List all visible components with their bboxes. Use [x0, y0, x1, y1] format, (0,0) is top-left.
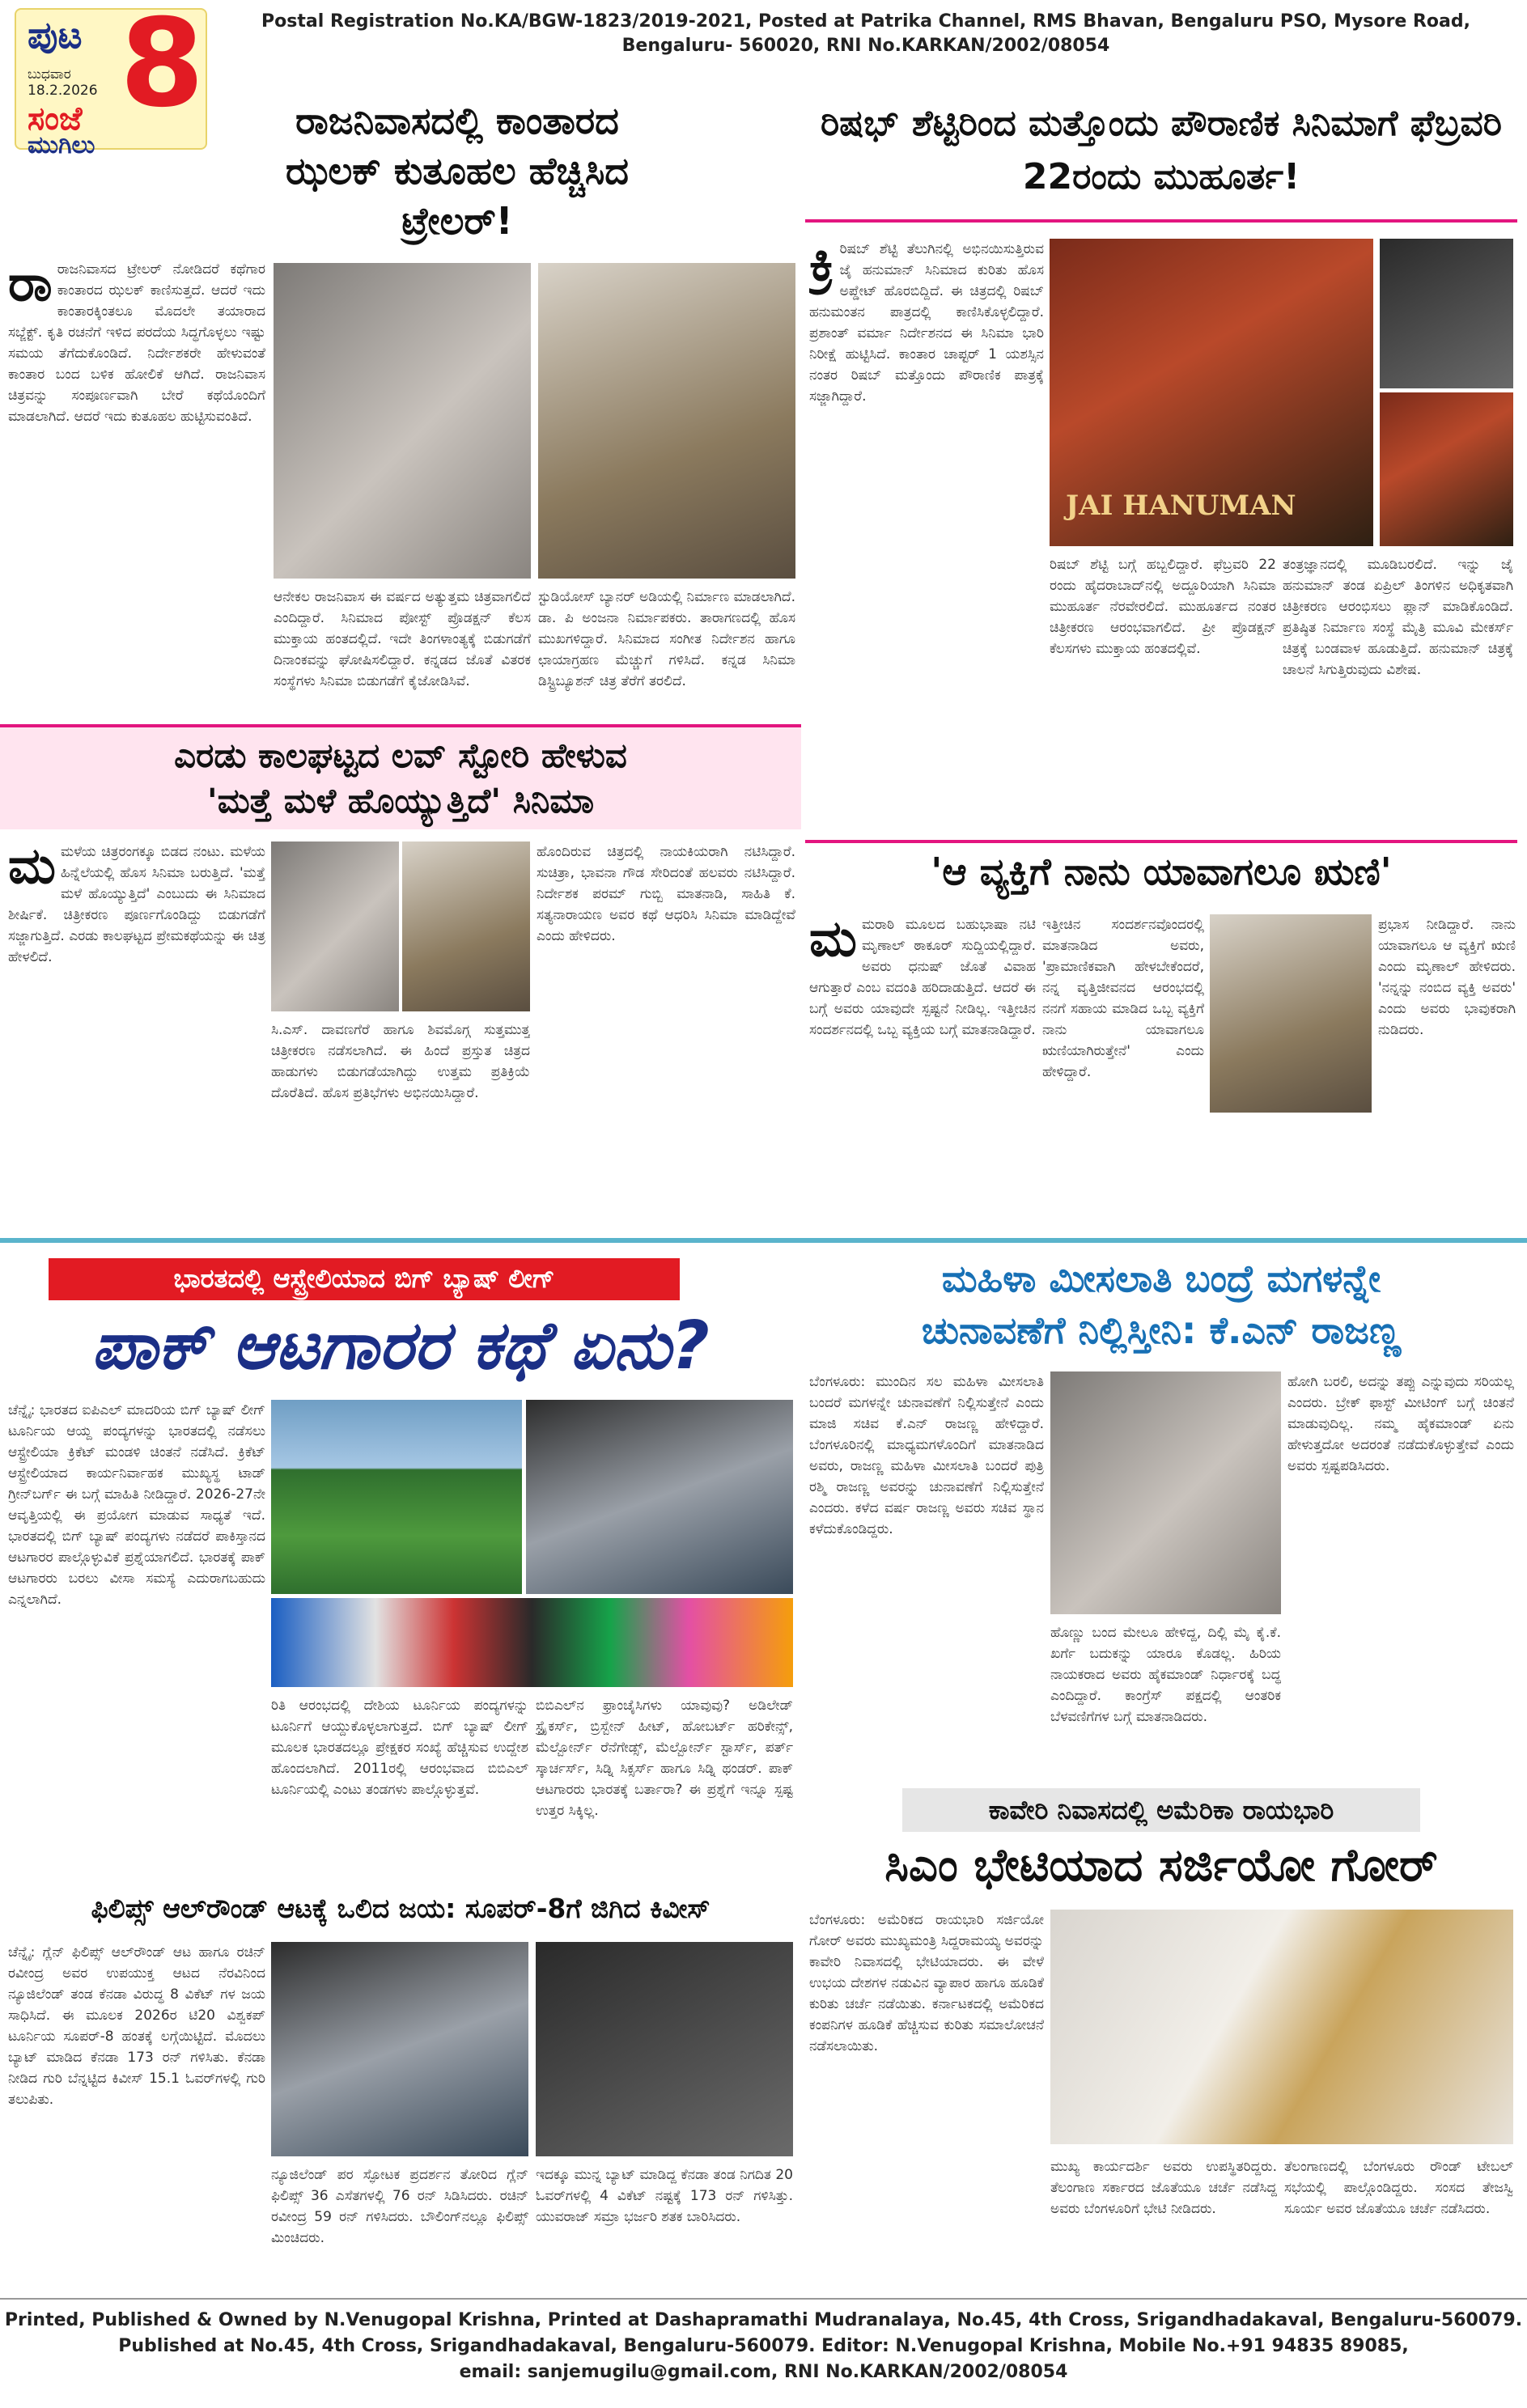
- matte-male-headline-1: ಎರಡು ಕಾಲಘಟ್ಟದ ಲವ್ ಸ್ಟೋರಿ ಹೇಳುವ: [174, 736, 627, 775]
- dropcap: ರಾ: [8, 259, 53, 312]
- mrunal-col-1: [809, 914, 1036, 1226]
- mrunal-col-2: ಇತ್ತೀಚಿನ ಸಂದರ್ಶನವೊಂದರಲ್ಲಿ ಮಾತನಾಡಿದ ಅವರು, 'ಪ್ರಾಮಾಣಿಕವಾಗಿ ಹೇಳಬೇಕೆಂದರೆ, ನನ್ನ ವೃತ್ತಿಜೀವನದ ಆರಂಭದಲ್ಲಿ ನನಗೆ ಸಹಾಯ ಮಾಡಿದ ಒಬ್ಬ ವ್ಯಕ್ತಿಗೆ ನಾನು ಯಾವಾಗಲೂ ಋಣಿಯಾಗಿರುತ್ತೇನೆ' ಎಂದು ಹೇಳಿದ್ದಾರೆ.: [1042, 917, 1204, 1080]
- rishab-headline-band: [805, 81, 1517, 223]
- postal-line-1: Postal Registration No.KA/BGW-1823/2019-2021, Posted at Patrika Channel, RMS Bhavan, Bengaluru PSO, Mysore Road,: [261, 11, 1470, 32]
- article-phillips: [0, 1889, 801, 2294]
- bbl-headline: ಪಾಕ್ ಆಟಗಾರರ ಕಥೆ ಏನು?: [91, 1308, 710, 1384]
- kantara-photo-actor: [274, 263, 531, 579]
- matte-male-headline-band: [0, 724, 801, 829]
- rajanna-headline-1: ಮಹಿಳಾ ಮೀಸಲಾತಿ ಬಂದ್ರೆ ಮಗಳನ್ನೇ: [941, 1257, 1381, 1300]
- rishab-photo-1: [1380, 239, 1513, 388]
- kantara-col-2: ಆನೇಕಲ ರಾಜನಿವಾಸ ಈ ವರ್ಷದ ಅತ್ಯುತ್ತಮ ಚಿತ್ರವಾಗಲಿದೆ ಎಂದಿದ್ದಾರೆ. ಸಿನಿಮಾದ ಪೋಸ್ಟ್ ಪ್ರೊಡಕ್ಷನ್ ಕೆಲಸ ಮುಕ್ತಾಯ ಹಂತದಲ್ಲಿದೆ. ಇದೇ ತಿಂಗಳಾಂತ್ಯಕ್ಕೆ ಬಿಡುಗಡೆಗೆ ದಿನಾಂಕವನ್ನು ಘೋಷಿಸಲಿದ್ದಾರೆ. ಕನ್ನಡದ ಜೊತೆ ವಿತರಕ ಸಂಸ್ಥೆಗಳು ಸಿನಿಮಾ ಬಿಡುಗಡೆಗೆ ಕೈಜೋಡಿಸಿವೆ.: [274, 589, 531, 689]
- bbl-team-strip: [271, 1598, 793, 1687]
- article-kantara: [0, 81, 801, 720]
- kantara-text-1: ರಾಜನಿವಾಸದ ಟ್ರೇಲರ್ ನೋಡಿದರೆ ಕಥೆಗಾರ ಕಾಂತಾರದ ಝಲಕ್ ಕಾಣಿಸುತ್ತದೆ. ಆದರೆ ಇದು ಕಾಂತಾರಕ್ಕಿಂತಲೂ ಮೊದಲೇ ತಯಾರಾದ ಸಬ್ಜೆಕ್ಟ್. ಕೃತಿ ರಚನೆಗೆ ಇಳಿದ ಪರದೆಯ ಸಿದ್ಧಗೊಳ್ಳಲು ಇಷ್ಟು ಸಮಯ ತೆಗೆದುಕೊಂಡಿದೆ. ನಿರ್ದೇಶಕರೇ ಹೇಳುವಂತೆ ಕಾಂತಾರ ಬಂದ ಬಳಿಕ ಹೋಲಿಕೆ ಆಗಿದೆ. ರಾಜನಿವಾಸ ಚಿತ್ರವನ್ನು ಸಂಪೂರ್ಣವಾಗಿ ಬೇರೆ ಕಥೆಯೊಂದಿಗೆ ಮಾಡಲಾಗಿದೆ. ಆದರೆ ಇದು ಕುತೂಹಲ ಹುಟ್ಟಿಸುವಂತಿದೆ.: [8, 261, 265, 425]
- mrunal-photo: [1210, 914, 1372, 1113]
- rajanna-col-1: ಬೆಂಗಳೂರು: ಮುಂದಿನ ಸಲ ಮಹಿಳಾ ಮೀಸಲಾತಿ ಬಂದರೆ ಮಗಳನ್ನೇ ಚುನಾವಣೆಗೆ ನಿಲ್ಲಿಸುತ್ತೇನೆ ಎಂದು ಮಾಜಿ ಸಚಿವ ಕೆ.ಎನ್ ರಾಜಣ್ಣ ಹೇಳಿದ್ದಾರೆ. ಬೆಂಗಳೂರಿನಲ್ಲಿ ಮಾಧ್ಯಮಗಳೊಂದಿಗೆ ಮಾತನಾಡಿದ ಅವರು, ರಾಜಣ್ಣ ಮಹಿಳಾ ಮೀಸಲಾತಿ ಬಂದರೆ ಪುತ್ರಿ ರಶ್ಮಿ ರಾಜಣ್ಣ ಅವರನ್ನು ಚುನಾವಣೆಗೆ ನಿಲ್ಲಿಸುತ್ತೇನೆ ಎಂದರು. ಕಳೆದ ವರ್ಷ ರಾಜಣ್ಣ ಅವರು ಸಚಿವ ಸ್ಥಾನ ಕಳೆದುಕೊಂಡಿದ್ದರು.: [809, 1374, 1044, 1537]
- kantara-photo-police: [538, 263, 795, 579]
- rishab-col-1: [809, 239, 1044, 789]
- article-gor: [805, 1788, 1517, 2294]
- gor-headline: ಸಿಎಂ ಭೇಟಿಯಾದ ಸರ್ಜಿಯೋ ಗೋರ್: [884, 1839, 1438, 1892]
- matte-male-cast-photo-2: [402, 842, 530, 1011]
- phillips-col-2: ನ್ಯೂಜಿಲೆಂಡ್ ಪರ ಸ್ಫೋಟಕ ಪ್ರದರ್ಶನ ತೋರಿದ ಗ್ಲೆನ್ ಫಿಲಿಪ್ಸ್ 36 ಎಸೆತಗಳಲ್ಲಿ 76 ರನ್ ಸಿಡಿಸಿದರು. ರಚಿನ್ ರವೀಂದ್ರ 59 ರನ್ ಗಳಿಸಿದರು. ಬೌಲಿಂಗ್‌ನಲ್ಲೂ ಫಿಲಿಪ್ಸ್ ಮಿಂಚಿದರು.: [271, 2167, 528, 2246]
- article-bbl: [0, 1250, 801, 1881]
- bbl-kicker-band: [49, 1258, 680, 1300]
- bbl-player-photo: [526, 1400, 793, 1594]
- section-divider: [0, 1238, 1527, 1243]
- matte-male-text-1: ಮಳೆಯ ಚಿತ್ರರಂಗಕ್ಕೂ ಬಿಡದ ನಂಟು. ಮಳೆಯ ಹಿನ್ನೆಲೆಯಲ್ಲಿ ಹೊಸ ಸಿನಿಮಾ ಬರುತ್ತಿದೆ. 'ಮತ್ತೆ ಮಳೆ ಹೊಯ್ಯುತ್ತಿದೆ' ಎಂಬುದು ಈ ಸಿನಿಮಾದ ಶೀರ್ಷಿಕೆ. ಚಿತ್ರೀಕರಣ ಪೂರ್ಣಗೊಂಡಿದ್ದು ಬಿಡುಗಡೆಗೆ ಸಜ್ಜಾಗುತ್ತಿದೆ. ಎರಡು ಕಾಲಘಟ್ಟದ ಪ್ರೇಮಕಥೆಯನ್ನು ಈ ಚಿತ್ರ ಹೇಳಲಿದೆ.: [8, 844, 265, 965]
- kantara-col-3: ಸ್ಟುಡಿಯೋಸ್ ಬ್ಯಾನರ್ ಅಡಿಯಲ್ಲಿ ನಿರ್ಮಾಣ ಮಾಡಲಾಗಿದೆ. ಡಾ. ಪಿ ಅಂಜನಾ ನಿರ್ಮಾಪಕರು. ತಾರಾಗಣದಲ್ಲಿ ಹೊಸ ಮುಖಗಳಿದ್ದಾರೆ. ಸಿನಿಮಾದ ಸಂಗೀತ ನಿರ್ದೇಶನ ಹಾಗೂ ಛಾಯಾಗ್ರಹಣ ಮೆಚ್ಚುಗೆ ಗಳಿಸಿದೆ. ಕನ್ನಡ ಸಿನಿಮಾ ಡಿಸ್ಟ್ರಿಬ್ಯೂಶನ್ ಚಿತ್ರ ತೆರೆಗೆ ತರಲಿದೆ.: [538, 589, 795, 689]
- article-rishab: [805, 231, 1517, 797]
- bbl-col-2: ರಿತಿ ಆರಂಭದಲ್ಲಿ ದೇಶಿಯ ಟೂರ್ನಿಯ ಪಂದ್ಯಗಳನ್ನು ಟೂರ್ನಿಗೆ ಆಯ್ದುಕೊಳ್ಳಲಾಗುತ್ತದೆ. ಬಿಗ್ ಬ್ಯಾಷ್ ಲೀಗ್ ಮೂಲಕ ಭಾರತದಲ್ಲೂ ಪ್ರೇಕ್ಷಕರ ಸಂಖ್ಯೆ ಹೆಚ್ಚಿಸುವ ಉದ್ದೇಶ ಹೊಂದಲಾಗಿದೆ. 2011ರಲ್ಲಿ ಆರಂಭವಾದ ಬಿಬಿಎಲ್ ಟೂರ್ನಿಯಲ್ಲಿ ಎಂಟು ತಂಡಗಳು ಪಾಲ್ಗೊಳ್ಳುತ್ತವೆ.: [271, 1698, 528, 1798]
- gor-col-2: ಮುಖ್ಯ ಕಾರ್ಯದರ್ಶಿ ಅವರು ಉಪಸ್ಥಿತರಿದ್ದರು. ತೆಲಂಗಾಣ ಸರ್ಕಾರದ ಜೊತೆಯೂ ಚರ್ಚೆ ನಡೆಸಿದ್ದ ಅವರು ಬೆಂಗಳೂರಿಗೆ ಭೇಟಿ ನೀಡಿದರು.: [1050, 2159, 1277, 2217]
- matte-male-col-3: ಹೊಂದಿರುವ ಚಿತ್ರದಲ್ಲಿ ನಾಯಕಿಯರಾಗಿ ನಟಿಸಿದ್ದಾರೆ. ಸುಚಿತ್ರಾ, ಭಾವನಾ ಗೌಡ ಸೇರಿದಂತೆ ಹಲವರು ನಟಿಸಿದ್ದಾರೆ. ನಿರ್ದೇಶಕ ಪರಮ್ ಗುಬ್ಬಿ ಮಾತನಾಡಿ, ಸಾಹಿತಿ ಕೆ. ಸತ್ಯನಾರಾಯಣ ಅವರ ಕಥೆ ಆಧರಿಸಿ ಸಿನಿಮಾ ಮಾಡಿದ್ದೇವೆ ಎಂದು ಹೇಳಿದರು.: [537, 844, 795, 944]
- gor-kicker-band: [902, 1788, 1420, 1832]
- poster-title: JAI HANUMAN: [1066, 490, 1296, 522]
- footer-line-2: Published at No.45, 4th Cross, Srigandhadakaval, Bengaluru-560079. Editor: N.Venugopal Krishna, Mobile No.+91 94835 89085,: [118, 2336, 1409, 2356]
- rajanna-headline-2: ಚುನಾವಣೆಗೆ ನಿಲ್ಲಿಸ್ತೀನಿ: ಕೆ.ಎನ್ ರಾಜಣ್ಣ: [921, 1308, 1402, 1352]
- gor-cm-photo: [1050, 1910, 1513, 2144]
- phillips-photo-1: [271, 1942, 528, 2156]
- bbl-kicker: ಭಾರತದಲ್ಲಿ ಆಸ್ಟ್ರೇಲಿಯಾದ ಬಿಗ್ ಬ್ಯಾಷ್ ಲೀಗ್: [173, 1263, 555, 1294]
- bbl-col-3: ಬಿಬಿಎಲ್‌ನ ಫ್ರಾಂಚೈಸಿಗಳು ಯಾವುವು? ಅಡಿಲೇಡ್ ಸ್ಟ್ರೈಕರ್ಸ್, ಬ್ರಿಸ್ಬೇನ್ ಹೀಟ್, ಹೋಬರ್ಟ್ ಹರಿಕೇನ್ಸ್, ಮೆಲ್ಬೋರ್ನ್ ರೆನೆಗೇಡ್ಸ್, ಮೆಲ್ಬೋರ್ನ್ ಸ್ಟಾರ್ಸ್, ಪರ್ತ್ ಸ್ಕಾರ್ಚರ್ಸ್, ಸಿಡ್ನಿ ಸಿಕ್ಸರ್ಸ್ ಹಾಗೂ ಸಿಡ್ನಿ ಥಂಡರ್. ಪಾಕ್ ಆಟಗಾರರು ಭಾರತಕ್ಕೆ ಬರ್ತಾರಾ? ಈ ಪ್ರಶ್ನೆಗೆ ಇನ್ನೂ ಸ್ಪಷ್ಟ ಉತ್ತರ ಸಿಕ್ಕಿಲ್ಲ.: [536, 1698, 793, 1819]
- weekday: ಬುಧವಾರ: [28, 66, 71, 83]
- kantara-headline: ರಾಜನಿವಾಸದಲ್ಲಿ ಕಾಂತಾರದ ಝಲಕ್ ಕುತೂಹಲ ಹೆಚ್ಚಿಸಿದ ಟ್ರೇಲರ್!: [285, 99, 630, 243]
- article-rajanna: [805, 1250, 1517, 1784]
- postal-line-2: Bengaluru- 560020, RNI No.KARKAN/2002/08054: [621, 36, 1110, 56]
- imprint-footer: [0, 2298, 1527, 2408]
- gor-col-3: ತೆಲಂಗಾಣದಲ್ಲಿ ಬೆಂಗಳೂರು ರೌಂಡ್ ಟೇಬಲ್ ಸಭೆಯಲ್ಲಿ ಪಾಲ್ಗೊಂಡಿದ್ದರು. ಸಂಸದ ತೇಜಸ್ವಿ ಸೂರ್ಯ ಅವರ ಜೊತೆಯೂ ಚರ್ಚೆ ನಡೆಸಿದರು.: [1284, 2159, 1513, 2217]
- gor-col-1: ಬೆಂಗಳೂರು: ಅಮೆರಿಕದ ರಾಯಭಾರಿ ಸರ್ಜಿಯೋ ಗೋರ್ ಅವರು ಮುಖ್ಯಮಂತ್ರಿ ಸಿದ್ದರಾಮಯ್ಯ ಅವರನ್ನು ಕಾವೇರಿ ನಿವಾಸದಲ್ಲಿ ಭೇಟಿಯಾದರು. ಈ ವೇಳೆ ಉಭಯ ದೇಶಗಳ ನಡುವಿನ ವ್ಯಾಪಾರ ಹಾಗೂ ಹೂಡಿಕೆ ಕುರಿತು ಚರ್ಚೆ ನಡೆಯಿತು. ಕರ್ನಾಟಕದಲ್ಲಿ ಅಮೆರಿಕದ ಕಂಪನಿಗಳ ಹೂಡಿಕೆ ಹೆಚ್ಚಿಸುವ ಕುರಿತು ಸಮಾಲೋಚನೆ ನಡೆಸಲಾಯಿತು.: [809, 1912, 1044, 2054]
- footer-line-3: email: sanjemugilu@gmail.com, RNI No.KARKAN/2002/08054: [459, 2362, 1068, 2382]
- issue-date: 18.2.2026: [28, 83, 98, 99]
- matte-male-col-1: [8, 842, 265, 1222]
- phillips-col-1: ಚೆನ್ನೈ: ಗ್ಲೆನ್ ಫಿಲಿಪ್ಸ್ ಆಲ್‌ರೌಂಡ್ ಆಟ ಹಾಗೂ ರಚಿನ್ ರವೀಂದ್ರ ಅವರ ಉಪಯುಕ್ತ ಆಟದ ನೆರವಿನಿಂದ ನ್ಯೂಜಿಲೆಂಡ್ ತಂಡ ಕೆನಡಾ ವಿರುದ್ಧ 8 ವಿಕೆಟ್ ಗಳ ಜಯ ಸಾಧಿಸಿದೆ. ಈ ಮೂಲಕ 2026ರ ಟಿ20 ವಿಶ್ವಕಪ್ ಟೂರ್ನಿಯ ಸೂಪರ್-8 ಹಂತಕ್ಕೆ ಲಗ್ಗೆಯಿಟ್ಟಿದೆ. ಮೊದಲು ಬ್ಯಾಟ್ ಮಾಡಿದ ಕೆನಡಾ 173 ರನ್ ಗಳಿಸಿತು. ಕೆನಡಾ ನೀಡಿದ ಗುರಿ ಬೆನ್ನಟ್ಟಿದ ಕಿವೀಸ್ 15.1 ಓವರ್‌ಗಳಲ್ಲಿ ಗುರಿ ತಲುಪಿತು.: [8, 1944, 265, 2108]
- brand-name-line1: ಸಂಜೆ: [28, 100, 83, 138]
- mrunal-headline: 'ಆ ವ್ಯಕ್ತಿಗೆ ನಾನು ಯಾವಾಗಲೂ ಋಣಿ': [805, 840, 1517, 894]
- page-number: 8: [120, 0, 205, 134]
- rajanna-photo: [1050, 1371, 1281, 1614]
- phillips-col-3: ಇದಕ್ಕೂ ಮುನ್ನ ಬ್ಯಾಟ್ ಮಾಡಿದ್ದ ಕೆನಡಾ ತಂಡ ನಿಗದಿತ 20 ಓವರ್‌ಗಳಲ್ಲಿ 4 ವಿಕೆಟ್ ನಷ್ಟಕ್ಕೆ 173 ರನ್ ಗಳಿಸಿತ್ತು. ಯುವರಾಜ್ ಸಮ್ರಾ ಭರ್ಜರಿ ಶತಕ ಬಾರಿಸಿದರು.: [536, 2167, 793, 2225]
- phillips-photo-2: [536, 1942, 793, 2156]
- brand-name-line2: ಮುಗಿಲು: [28, 131, 95, 159]
- rajanna-col-2: ಹೊಣ್ಣು ಬಂದ ಮೇಲೂ ಹೇಳಿದ್ದ, ದಿಲ್ಲಿ ಮೈ ಕೈ.ಕೆ. ಖರ್ಗೆ ಬದುಕನ್ನು ಯಾರೂ ಕೊಡಲ್ಲ. ಹಿರಿಯ ನಾಯಕರಾದ ಅವರು ಹೈಕಮಾಂಡ್ ನಿರ್ಧಾರಕ್ಕೆ ಬದ್ಧ ಎಂದಿದ್ದಾರೆ. ಕಾಂಗ್ರೆಸ್ ಪಕ್ಷದಲ್ಲಿ ಆಂತರಿಕ ಬೆಳವಣಿಗೆಗಳ ಬಗ್ಗೆ ಮಾತನಾಡಿದರು.: [1050, 1625, 1281, 1725]
- kantara-col-1: [8, 259, 265, 712]
- mrunal-text-1: ಮರಾಠಿ ಮೂಲದ ಬಹುಭಾಷಾ ನಟಿ ಮೃಣಾಲ್ ಠಾಕೂರ್ ಸುದ್ದಿಯಲ್ಲಿದ್ದಾರೆ. ಅವರು ಧನುಷ್ ಜೊತೆ ವಿವಾಹ ಆಗುತ್ತಾರೆ ಎಂಬ ವದಂತಿ ಹರಿದಾಡುತ್ತಿದೆ. ಆದರೆ ಈ ಬಗ್ಗೆ ಅವರು ಯಾವುದೇ ಸ್ಪಷ್ಟನೆ ನೀಡಿಲ್ಲ. ಇತ್ತೀಚಿನ ಸಂದರ್ಶನದಲ್ಲಿ ಒಬ್ಬ ವ್ಯಕ್ತಿಯ ಬಗ್ಗೆ ಮಾತನಾಡಿದ್ದಾರೆ.: [809, 917, 1036, 1038]
- rishab-col-2: ರಿಷಬ್ ಶೆಟ್ಟಿ ಬಗ್ಗೆ ಹಬ್ಬಲಿದ್ದಾರೆ. ಫೆಬ್ರವರಿ 22 ರಂದು ಹೈದರಾಬಾದ್‌ನಲ್ಲಿ ಅದ್ದೂರಿಯಾಗಿ ಸಿನಿಮಾ ಮುಹೂರ್ತ ನೆರವೇರಲಿದೆ. ಮುಹೂರ್ತದ ನಂತರ ಚಿತ್ರೀಕರಣ ಆರಂಭವಾಗಲಿದೆ. ಪ್ರೀ ಪ್ರೊಡಕ್ಷನ್ ಕೆಲಸಗಳು ಮುಕ್ತಾಯ ಹಂತದಲ್ಲಿವೆ.: [1050, 557, 1276, 657]
- dropcap: ಮ: [8, 842, 56, 895]
- matte-male-col-2: ಸಿ.ಎಸ್. ದಾವಣಗೆರೆ ಹಾಗೂ ಶಿವಮೊಗ್ಗ ಸುತ್ತಮುತ್ತ ಚಿತ್ರೀಕರಣ ನಡೆಸಲಾಗಿದೆ. ಈ ಹಿಂದೆ ಪ್ರಸ್ತುತ ಚಿತ್ರದ ಹಾಡುಗಳು ಬಿಡುಗಡೆಯಾಗಿದ್ದು ಉತ್ತಮ ಪ್ರತಿಕ್ರಿಯೆ ದೊರೆತಿದೆ. ಹೊಸ ಪ್ರತಿಭೆಗಳು ಅಭಿನಯಿಸಿದ್ದಾರೆ.: [271, 1022, 530, 1101]
- article-matte-male: [0, 724, 801, 1230]
- rajanna-col-3: ಹೋಗಿ ಬರಲಿ, ಅದನ್ನು ತಪ್ಪು ಎನ್ನುವುದು ಸರಿಯಲ್ಲ ಎಂದರು. ಬ್ರೇಕ್ ಫಾಸ್ಟ್ ಮೀಟಿಂಗ್ ಬಗ್ಗೆ ಚಿಂತನೆ ಮಾಡುವುದಿಲ್ಲ. ನಮ್ಮ ಹೈಕಮಾಂಡ್ ಏನು ಹೇಳುತ್ತದೋ ಅದರಂತೆ ನಡೆದುಕೊಳ್ಳುತ್ತೇವೆ ಎಂದು ಅವರು ಸ್ಪಷ್ಟಪಡಿಸಿದರು.: [1287, 1374, 1514, 1474]
- page-label: ಪುಟ: [28, 13, 83, 57]
- jai-hanuman-poster: [1050, 239, 1373, 546]
- rishab-text-1: ರಿಷಬ್ ಶೆಟ್ಟಿ ತೆಲುಗಿನಲ್ಲಿ ಅಭಿನಯಿಸುತ್ತಿರುವ ಜೈ ಹನುಮಾನ್ ಸಿನಿಮಾದ ಕುರಿತು ಹೊಸ ಅಪ್ಡೇಟ್ ಹೊರಬಿದ್ದಿದೆ. ಈ ಚಿತ್ರದಲ್ಲಿ ರಿಷಬ್ ಹನುಮಂತನ ಪಾತ್ರದಲ್ಲಿ ಕಾಣಿಸಿಕೊಳ್ಳಲಿದ್ದಾರೆ. ಪ್ರಶಾಂತ್ ವರ್ಮಾ ನಿರ್ದೇಶನದ ಈ ಸಿನಿಮಾ ಭಾರಿ ನಿರೀಕ್ಷೆ ಹುಟ್ಟಿಸಿದೆ. ಕಾಂತಾರ ಚಾಪ್ಟರ್ 1 ಯಶಸ್ಸಿನ ನಂತರ ರಿಷಬ್ ಮತ್ತೊಂದು ಪೌರಾಣಿಕ ಪಾತ್ರಕ್ಕೆ ಸಜ್ಜಾಗಿದ್ದಾರೆ.: [809, 241, 1044, 405]
- dropcap: ಮ: [809, 914, 857, 968]
- rishab-headline: ರಿಷಭ್ ಶೆಟ್ಟಿರಿಂದ ಮತ್ತೊಂದು ಪೌರಾಣಿಕ ಸಿನಿಮಾಗೆ ಫೆಬ್ರವರಿ 22ರಂದು ಮುಹೂರ್ತ!: [821, 103, 1502, 197]
- article-mrunal: [805, 833, 1517, 1230]
- matte-male-cast-photo-1: [271, 842, 399, 1011]
- bbl-stadium-photo: [271, 1400, 522, 1594]
- dropcap: ಕ್ರಿ: [809, 239, 835, 292]
- gor-kicker: ಕಾವೇರಿ ನಿವಾಸದಲ್ಲಿ ಅಮೆರಿಕಾ ರಾಯಭಾರಿ: [988, 1795, 1334, 1825]
- footer-line-1: Printed, Published & Owned by N.Venugopal Krishna, Printed at Dashapramathi Mudranalaya, No.45, 4th Cross, Srigandhadakaval, Bengaluru-560079.: [4, 2310, 1523, 2330]
- rishab-col-3: ತಂತ್ರಜ್ಞಾನದಲ್ಲಿ ಮೂಡಿಬರಲಿದೆ. ಇನ್ನು ಜೈ ಹನುಮಾನ್ ತಂಡ ಏಪ್ರಿಲ್ ತಿಂಗಳಿನ ಅಧಿಕೃತವಾಗಿ ಚಿತ್ರೀಕರಣ ಆರಂಭಿಸಲು ಪ್ಲಾನ್ ಮಾಡಿಕೊಂಡಿದೆ. ಪ್ರತಿಷ್ಠಿತ ನಿರ್ಮಾಣ ಸಂಸ್ಥೆ ಮೈತ್ರಿ ಮೂವಿ ಮೇಕರ್ಸ್ ಚಿತ್ರಕ್ಕೆ ಬಂಡವಾಳ ಹೂಡುತ್ತಿದೆ. ಹನುಮಾನ್ ಚಿತ್ರಕ್ಕೆ ಚಾಲನೆ ಸಿಗುತ್ತಿರುವುದು ವಿಶೇಷ.: [1283, 557, 1513, 678]
- phillips-headline: ಫಿಲಿಪ್ಸ್ ಆಲ್‌ರೌಂಡ್ ಆಟಕ್ಕೆ ಒಲಿದ ಜಯ: ಸೂಪರ್-8ಗೆ ಜಿಗಿದ ಕಿವೀಸ್: [91, 1893, 710, 1924]
- postal-registration: [218, 10, 1513, 58]
- matte-male-headline-2: 'ಮತ್ತೆ ಮಳೆ ಹೊಯ್ಯುತ್ತಿದೆ' ಸಿನಿಮಾ: [206, 781, 595, 820]
- mrunal-col-3: ಪ್ರಭಾಸ ನೀಡಿದ್ದಾರೆ. ನಾನು ಯಾವಾಗಲೂ ಆ ವ್ಯಕ್ತಿಗೆ ಋಣಿ ಎಂದು ಮೃಣಾಲ್ ಹೇಳಿದರು. 'ನನ್ನನ್ನು ನಂಬಿದ ವ್ಯಕ್ತಿ ಅವರು' ಎಂದು ಅವರು ಭಾವುಕರಾಗಿ ನುಡಿದರು.: [1378, 917, 1516, 1038]
- bbl-col-1: ಚೆನ್ನೈ: ಭಾರತದ ಐಪಿಎಲ್ ಮಾದರಿಯ ಬಿಗ್ ಬ್ಯಾಷ್ ಲೀಗ್ ಟೂರ್ನಿಯ ಆಯ್ದ ಪಂದ್ಯಗಳನ್ನು ಭಾರತದಲ್ಲಿ ನಡೆಸಲು ಆಸ್ಟ್ರೇಲಿಯಾ ಕ್ರಿಕೆಟ್ ಮಂಡಳಿ ಚಿಂತನೆ ನಡೆಸಿದೆ. ಕ್ರಿಕೆಟ್ ಆಸ್ಟ್ರೇಲಿಯಾದ ಕಾರ್ಯನಿರ್ವಾಹಕ ಮುಖ್ಯಸ್ಥ ಟಾಡ್ ಗ್ರೀನ್‌ಬರ್ಗ್ ಈ ಬಗ್ಗೆ ಮಾಹಿತಿ ನೀಡಿದ್ದಾರೆ. 2026-27ನೇ ಆವೃತ್ತಿಯಲ್ಲಿ ಈ ಪ್ರಯೋಗ ಮಾಡುವ ಸಾಧ್ಯತೆ ಇದೆ. ಭಾರತದಲ್ಲಿ ಬಿಗ್ ಬ್ಯಾಷ್ ಪಂದ್ಯಗಳು ನಡೆದರೆ ಪಾಕಿಸ್ತಾನದ ಆಟಗಾರರ ಪಾಲ್ಗೊಳ್ಳುವಿಕೆ ಪ್ರಶ್ನೆಯಾಗಲಿದೆ. ಭಾರತಕ್ಕೆ ಪಾಕ್ ಆಟಗಾರರು ಬರಲು ವೀಸಾ ಸಮಸ್ಯೆ ಎದುರಾಗಬಹುದು ಎನ್ನಲಾಗಿದೆ.: [8, 1402, 265, 1608]
- rishab-photo-2: [1380, 392, 1513, 546]
